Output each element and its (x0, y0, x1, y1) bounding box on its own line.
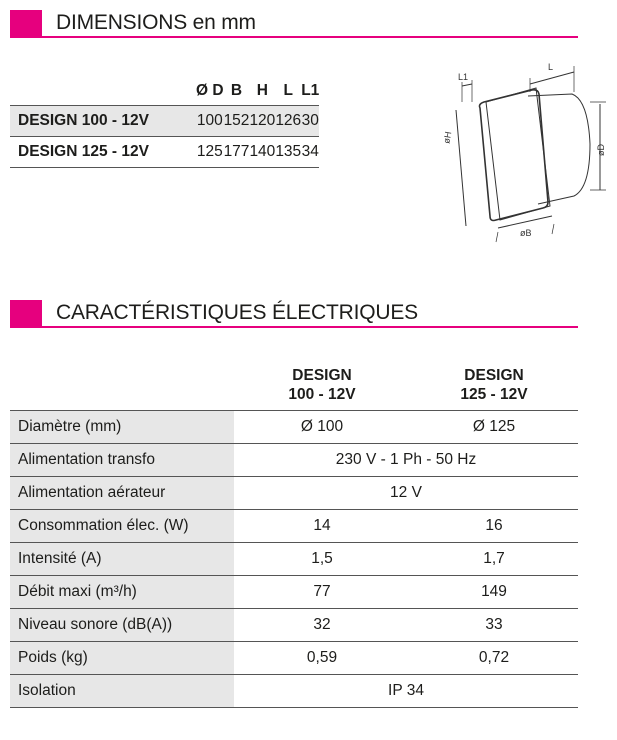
value-design-125: 149 (410, 576, 578, 609)
electrical-title: CARACTÉRISTIQUES ÉLECTRIQUES (56, 301, 418, 324)
value-design-100: 0,59 (234, 642, 410, 675)
value-design-100: Ø 100 (234, 411, 410, 444)
drawing-label-l1: L1 (458, 72, 469, 82)
dimensions-section-header (10, 10, 578, 38)
value-design-100: 32 (234, 609, 410, 642)
header-h: H (256, 81, 268, 99)
drawing-label-d: øD (596, 144, 606, 156)
table-row (10, 543, 578, 576)
table-row (10, 609, 578, 642)
value-design-125: 16 (410, 510, 578, 543)
value-design-125: 0,72 (410, 642, 578, 675)
row-label: Consommation élec. (W) (10, 510, 234, 543)
drawing-label-b: øB (520, 228, 532, 238)
electrical-header-empty (10, 366, 234, 411)
row-label: Diamètre (mm) (10, 411, 234, 444)
model-name: DESIGN 100 - 12V (10, 106, 196, 137)
header-underline (10, 36, 578, 38)
value-d: 125 (196, 137, 224, 168)
dimensions-title: DIMENSIONS en mm (56, 11, 256, 34)
column-header-line2: 100 - 12V (288, 386, 356, 403)
value-h: 140 (249, 137, 275, 168)
value-l: 126 (275, 106, 301, 137)
table-row (10, 137, 319, 168)
dimensions-table (10, 76, 319, 168)
column-header-line1: DESIGN (464, 367, 524, 384)
column-header-design-100 (234, 366, 410, 411)
value-design-100: 14 (234, 510, 410, 543)
table-row (10, 444, 578, 477)
row-label: Isolation (10, 675, 234, 708)
column-header-design-125 (410, 366, 578, 411)
dimensions-header-row (10, 76, 319, 106)
dim-line-l (530, 72, 574, 84)
row-label: Alimentation transfo (10, 444, 234, 477)
table-row (10, 411, 578, 444)
fan-dimension-drawing (440, 56, 612, 246)
header-d: Ø D (196, 81, 224, 99)
value-merged: IP 34 (234, 675, 578, 708)
fan-front-panel (480, 90, 549, 221)
column-header-line1: DESIGN (292, 367, 352, 384)
value-design-100: 77 (234, 576, 410, 609)
table-row (10, 576, 578, 609)
value-b: 152 (224, 106, 250, 137)
value-l1: 34 (301, 137, 319, 168)
header-underline (10, 326, 578, 328)
value-l1: 30 (301, 106, 319, 137)
electrical-table (10, 366, 578, 708)
row-label: Alimentation aérateur (10, 477, 234, 510)
header-l: L (283, 81, 293, 99)
column-header-line2: 125 - 12V (460, 386, 528, 403)
dim-line-l1 (462, 84, 472, 86)
table-row (10, 675, 578, 708)
electrical-header-row (10, 366, 578, 411)
drawing-label-h: øH (441, 130, 454, 145)
table-row (10, 477, 578, 510)
value-design-125: Ø 125 (410, 411, 578, 444)
header-accent-bar (10, 10, 42, 38)
header-l1: L1 (301, 81, 320, 99)
value-merged: 12 V (234, 477, 578, 510)
table-row (10, 106, 319, 137)
dimensions-header-empty (10, 76, 196, 106)
header-accent-bar (10, 300, 42, 328)
model-name: DESIGN 125 - 12V (10, 137, 196, 168)
dim-line-h (456, 110, 466, 226)
value-design-100: 1,5 (234, 543, 410, 576)
header-b: B (230, 81, 243, 99)
value-design-125: 33 (410, 609, 578, 642)
value-h: 120 (249, 106, 275, 137)
value-l: 135 (275, 137, 301, 168)
row-label: Débit maxi (m³/h) (10, 576, 234, 609)
value-design-125: 1,7 (410, 543, 578, 576)
row-label: Intensité (A) (10, 543, 234, 576)
row-label: Niveau sonore (dB(A)) (10, 609, 234, 642)
electrical-section-header (10, 300, 578, 328)
value-b: 177 (224, 137, 250, 168)
table-row (10, 642, 578, 675)
value-merged: 230 V - 1 Ph - 50 Hz (234, 444, 578, 477)
drawing-label-l: L (548, 62, 554, 72)
row-label: Poids (kg) (10, 642, 234, 675)
fan-motor-body (528, 94, 590, 204)
dim-ext-l1 (462, 80, 472, 102)
value-d: 100 (196, 106, 224, 137)
table-row (10, 510, 578, 543)
